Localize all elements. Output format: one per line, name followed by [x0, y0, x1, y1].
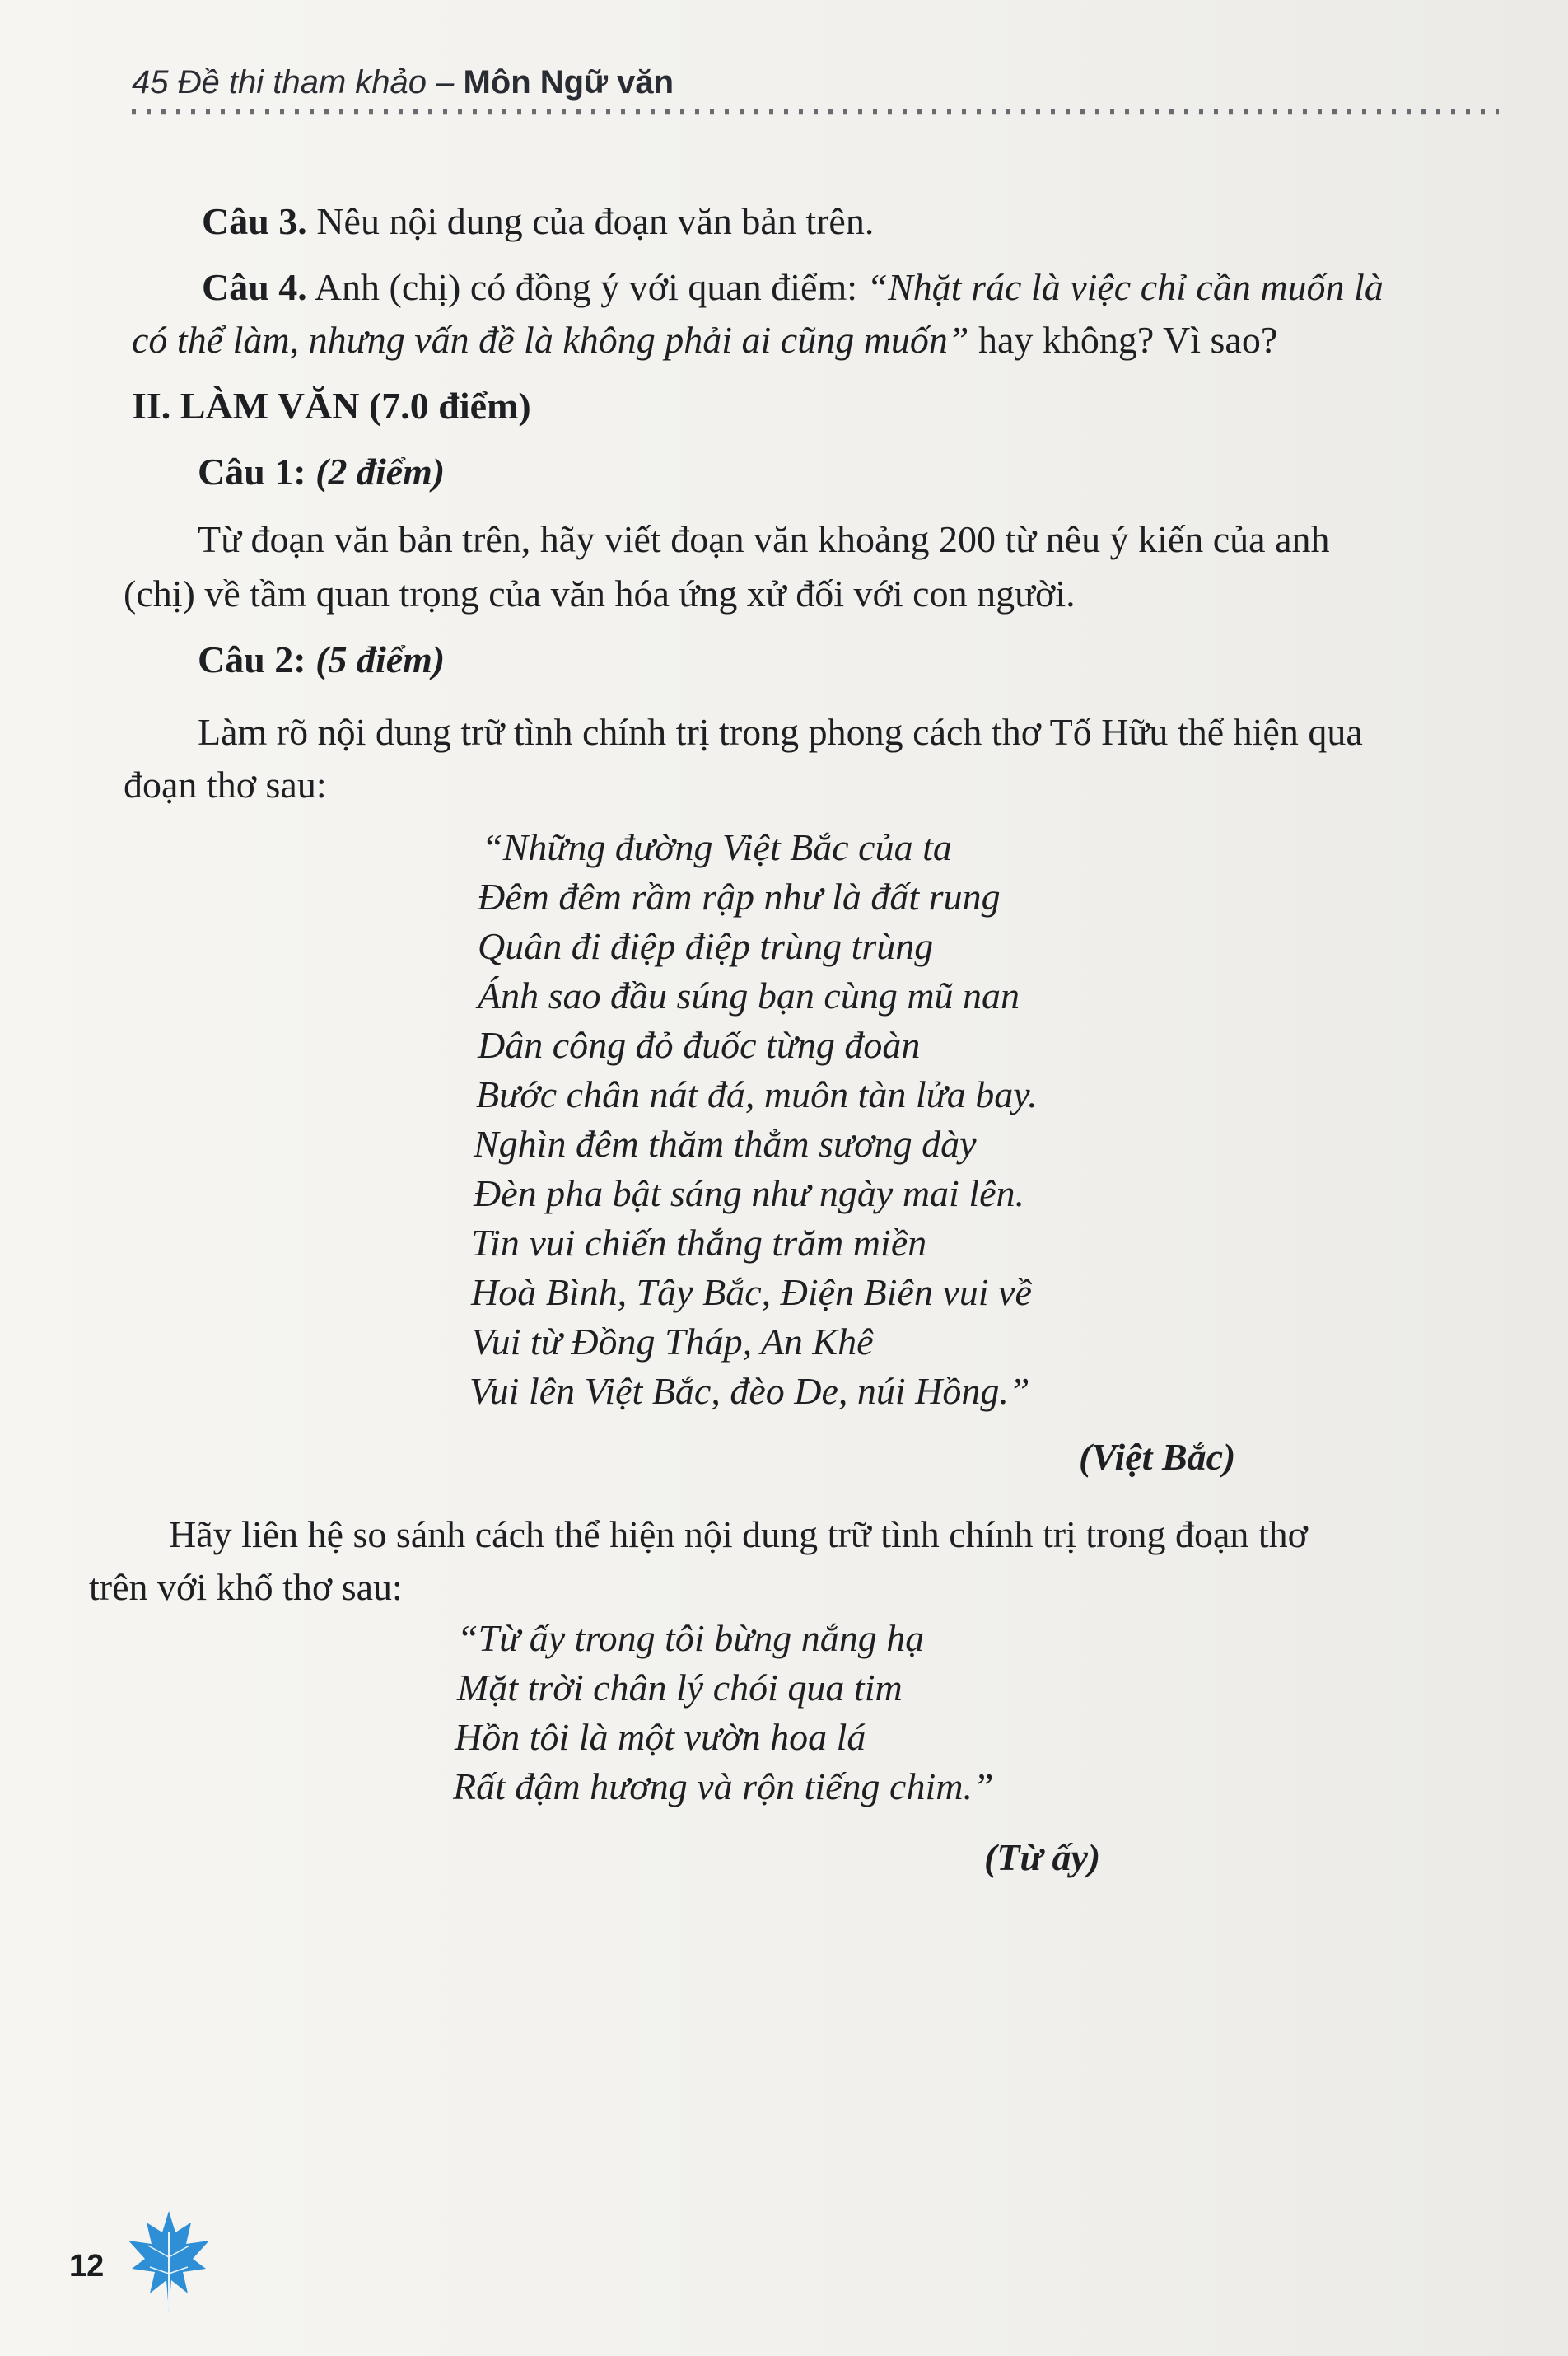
poem-source: (Việt Bắc): [1079, 1436, 1236, 1478]
header-subject: Môn Ngữ văn: [463, 64, 674, 101]
section-2-q2-heading: [198, 633, 445, 687]
running-header: [132, 64, 1507, 101]
poem-line: Vui lên Việt Bắc, đèo De, núi Hồng.”: [469, 1370, 1030, 1412]
poem-line: Bước chân nát đá, muôn tàn lửa bay.: [476, 1073, 1038, 1115]
question-4-line-2: [132, 313, 1277, 367]
section-2-title: II. LÀM VĂN (7.0 điểm): [132, 385, 531, 427]
header-series: 45 Đề thi tham khảo –: [132, 64, 455, 101]
q1-label: Câu 1:: [198, 451, 306, 493]
poem-line: Tin vui chiến thắng trăm miền: [471, 1222, 927, 1264]
poem-line: Dân công đỏ đuốc từng đoàn: [478, 1024, 921, 1066]
poem-line: Đêm đêm rầm rập như là đất rung: [478, 876, 1001, 918]
q2-text-line-1: Làm rõ nội dung trữ tình chính trị trong phong cách thơ Tố Hữu thể hiện qua: [198, 711, 1363, 753]
question-4-quote-a: “Nhặt rác là việc chỉ cần muốn là: [866, 266, 1384, 308]
section-2-q1-heading: [198, 445, 445, 499]
question-4-line-1: [202, 260, 1384, 315]
poem-line: “Những đường Việt Bắc của ta: [482, 826, 952, 868]
poem-line: Ánh sao đầu súng bạn cùng mũ nan: [478, 975, 1020, 1017]
q1-points: (2 điểm): [315, 451, 446, 493]
question-4-label: Câu 4.: [202, 266, 307, 308]
q2-points: (5 điểm): [315, 638, 446, 680]
poem-line: Đèn pha bật sáng như ngày mai lên.: [474, 1172, 1025, 1214]
q2-text-line-2: đoạn thơ sau:: [124, 764, 327, 806]
leaf-icon: [124, 2208, 214, 2315]
poem-line: Rất đậm hương và rộn tiếng chim.”: [453, 1765, 994, 1807]
poem-line: Nghìn đêm thăm thẳm sương dày: [474, 1123, 977, 1165]
q1-text-line-2: (chị) về tầm quan trọng của văn hóa ứng xử đối với con người.: [124, 573, 1076, 615]
poem-line: Vui từ Đồng Tháp, An Khê: [471, 1321, 874, 1363]
poem-line: Hồn tôi là một vườn hoa lá: [455, 1716, 866, 1758]
compare-line-1: Hãy liên hệ so sánh cách thể hiện nội dung trữ tình chính trị trong đoạn thơ: [169, 1513, 1308, 1555]
poem-line: Quân đi điệp điệp trùng trùng: [478, 925, 934, 967]
header-divider: [132, 109, 1499, 120]
poem-source: (Từ ấy): [984, 1836, 1101, 1878]
question-3-text: Nêu nội dung của đoạn văn bản trên.: [316, 200, 875, 242]
q2-label: Câu 2:: [198, 638, 306, 680]
question-3: [202, 194, 874, 249]
question-4-text-b: hay không? Vì sao?: [978, 319, 1278, 361]
question-3-label: Câu 3.: [202, 200, 307, 242]
compare-line-2: trên với khổ thơ sau:: [89, 1566, 403, 1608]
question-4-text-a: Anh (chị) có đồng ý với quan điểm:: [314, 266, 858, 308]
poem-line: Mặt trời chân lý chói qua tim: [457, 1666, 903, 1709]
page-number: 12: [69, 2249, 105, 2284]
question-4-quote-b: có thể làm, nhưng vấn đề là không phải ai cũng muốn”: [132, 319, 969, 361]
q1-text-line-1: Từ đoạn văn bản trên, hãy viết đoạn văn khoảng 200 từ nêu ý kiến của anh: [198, 518, 1330, 560]
poem-line: “Từ ấy trong tôi bừng nắng hạ: [457, 1617, 925, 1659]
poem-line: Hoà Bình, Tây Bắc, Điện Biên vui về: [471, 1271, 1032, 1313]
